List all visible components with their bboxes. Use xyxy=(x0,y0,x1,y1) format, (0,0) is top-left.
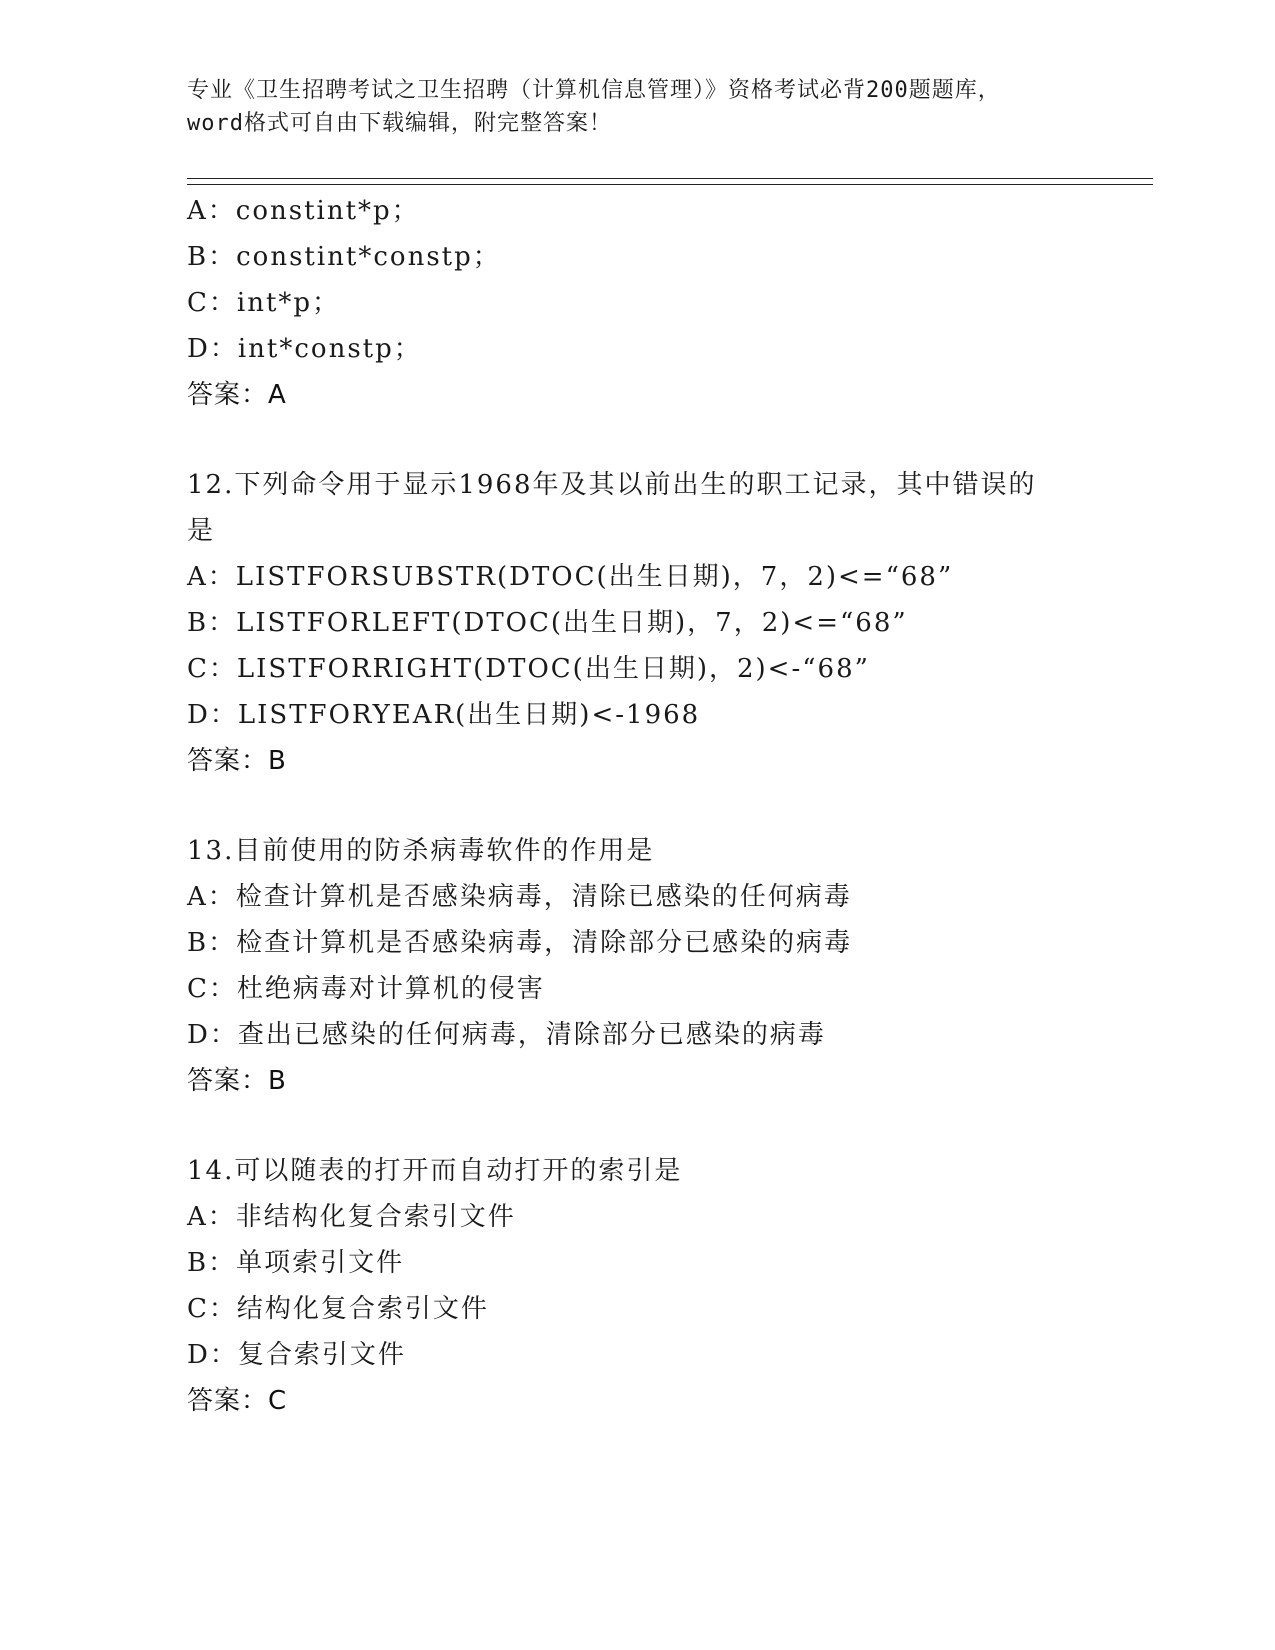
option-b: B：检查计算机是否感染病毒，清除部分已感染的病毒 xyxy=(187,928,853,958)
question-13 xyxy=(187,828,1087,1104)
option-b: B：LISTFORLEFT(DTOC(出生日期)，7，2)<=“68” xyxy=(187,608,908,638)
header-line-1: 专业《卫生招聘考试之卫生招聘（计算机信息管理）》资格考试必背200题题库， xyxy=(187,78,1001,103)
question-content xyxy=(187,188,1087,1424)
question-12 xyxy=(187,462,1087,784)
option-c: C：杜绝病毒对计算机的侵害 xyxy=(187,974,545,1004)
option-d: D：复合索引文件 xyxy=(187,1340,406,1370)
header-line-2: word格式可自由下载编辑，附完整答案！ xyxy=(187,111,612,136)
option-c: C：LISTFORRIGHT(DTOC(出生日期)，2)<-“68” xyxy=(187,654,870,684)
answer-line: 答案：B xyxy=(187,1066,287,1096)
option-c: C：int*p； xyxy=(187,288,341,318)
option-b: B：单项索引文件 xyxy=(187,1248,405,1278)
question-stem: 12.下列命令用于显示1968年及其以前出生的职工记录，其中错误的 xyxy=(187,470,1037,500)
question-stem: 13.目前使用的防杀病毒软件的作用是 xyxy=(187,836,655,866)
option-d: D：查出已感染的任何病毒，清除部分已感染的病毒 xyxy=(187,1020,826,1050)
option-a: A：非结构化复合索引文件 xyxy=(187,1202,516,1232)
option-d: D：LISTFORYEAR(出生日期)<-1968 xyxy=(187,700,701,730)
header-divider-bottom xyxy=(187,184,1153,185)
option-a: A：constint*p； xyxy=(187,196,420,226)
spacer xyxy=(187,784,1087,828)
spacer xyxy=(187,418,1087,462)
option-a: A：检查计算机是否感染病毒，清除已感染的任何病毒 xyxy=(187,882,852,912)
option-a: A：LISTFORSUBSTR(DTOC(出生日期)，7，2)<=“68” xyxy=(187,562,954,592)
answer-line: 答案：B xyxy=(187,746,287,776)
answer-line: 答案：A xyxy=(187,380,287,410)
header-divider-top xyxy=(187,178,1153,179)
option-b: B：constint*constp； xyxy=(187,242,501,272)
option-c: C：结构化复合索引文件 xyxy=(187,1294,489,1324)
question-11-fragment xyxy=(187,188,1087,418)
question-14 xyxy=(187,1148,1087,1424)
answer-line: 答案：C xyxy=(187,1386,288,1416)
question-stem-continued: 是 xyxy=(187,516,216,546)
option-d: D：int*constp； xyxy=(187,334,422,364)
spacer xyxy=(187,1104,1087,1148)
question-stem: 14.可以随表的打开而自动打开的索引是 xyxy=(187,1156,683,1186)
document-header xyxy=(187,74,1087,140)
